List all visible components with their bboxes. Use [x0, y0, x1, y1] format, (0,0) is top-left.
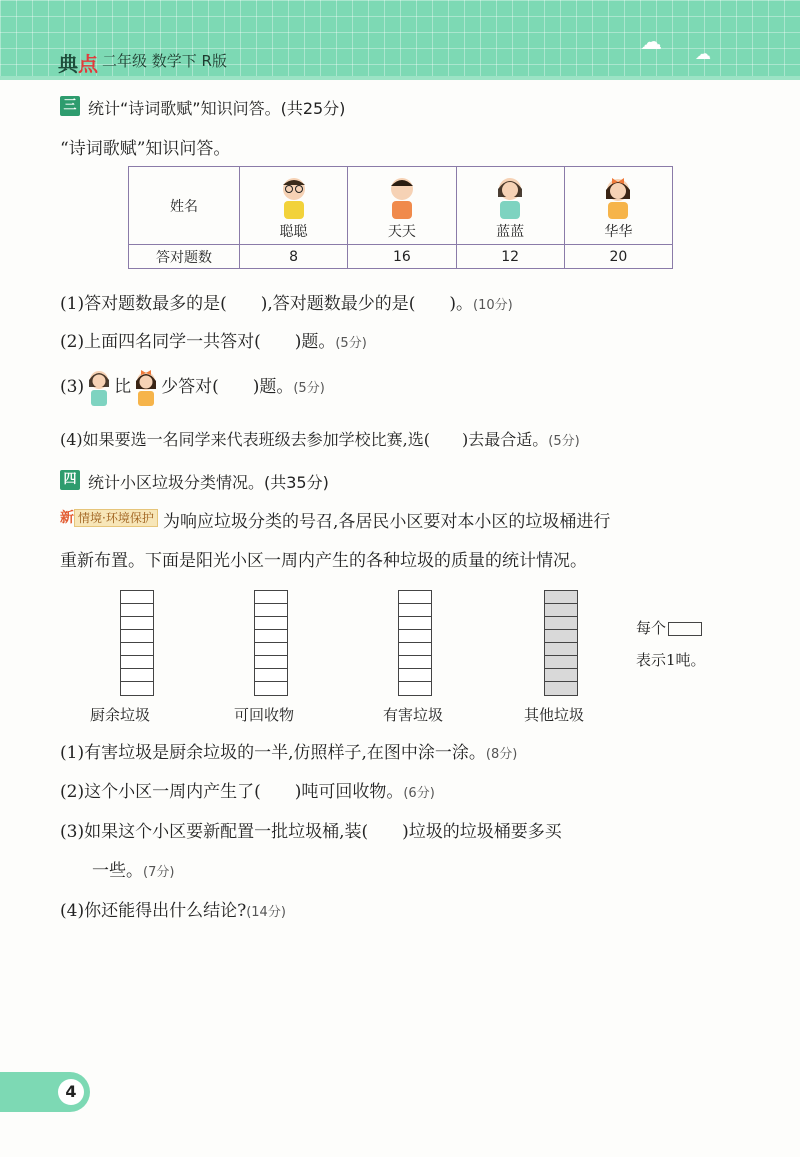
- section-badge-3: 三: [60, 96, 80, 116]
- points: (6分): [403, 786, 435, 801]
- legend-cell: [668, 622, 702, 636]
- points: (5分): [293, 381, 325, 396]
- bin-cell: [121, 604, 153, 617]
- girl-avatar: [84, 368, 114, 408]
- student-name: 蓝蓝: [496, 223, 525, 240]
- bin-cell: [121, 669, 153, 682]
- bin-cell: [255, 630, 287, 643]
- score-cell: 20: [564, 245, 672, 269]
- bin-cell: [121, 630, 153, 643]
- bin-cell: [545, 591, 577, 604]
- question-3-2: [60, 327, 367, 352]
- tag-text: 情境·环境保护: [74, 509, 158, 527]
- question-number: (3): [60, 377, 85, 397]
- question-4-2: [60, 777, 435, 802]
- question-text: 少答对( )题。: [161, 377, 294, 397]
- section-badge-4: 四: [60, 470, 80, 490]
- question-4-4: [60, 896, 286, 921]
- score-table: [128, 166, 673, 269]
- question-text: (4)如果要选一名同学来代表班级去参加学校比赛,选( )去最合适。: [60, 430, 549, 449]
- legend: [636, 617, 702, 638]
- bin-cell: [545, 682, 577, 695]
- bin-cell: [255, 591, 287, 604]
- bin-label: 可回收物: [234, 706, 295, 724]
- bin-cell: [545, 617, 577, 630]
- bin-1: [120, 590, 154, 696]
- bin-cell: [255, 604, 287, 617]
- question-4-3-line1: (3)如果这个小区要新配置一批垃圾桶,装( )垃圾的垃圾桶要多买: [60, 822, 562, 842]
- bin-cell: [121, 591, 153, 604]
- cloud-icon-small: ☁: [695, 44, 711, 63]
- bin-label: 其他垃圾: [524, 706, 585, 724]
- score-cell: 8: [240, 245, 348, 269]
- bin-label: 有害垃圾: [383, 706, 444, 724]
- name-header: 姓名: [129, 167, 240, 245]
- bin-cell: [545, 630, 577, 643]
- girl-bow-avatar: [131, 368, 161, 408]
- question-text: (1)有害垃圾是厨余垃圾的一半,仿照样子,在图中涂一涂。: [60, 743, 486, 763]
- question-4-1: [60, 738, 517, 763]
- context-tag: [60, 507, 158, 527]
- bin-cell: [545, 656, 577, 669]
- section-intro-4-line1: 为响应垃圾分类的号召,各居民小区要对本小区的垃圾桶进行: [163, 512, 611, 532]
- bin-cell: [399, 656, 431, 669]
- bin-cell: [255, 682, 287, 695]
- points: (14分): [246, 905, 286, 920]
- legend-text: 每个: [636, 619, 667, 637]
- bin-4: [544, 590, 578, 696]
- bin-label: 厨余垃圾: [90, 706, 151, 724]
- student-cell: [456, 167, 564, 245]
- student-cell: [240, 167, 348, 245]
- question-text: (1)答对题数最多的是( ),答对题数最少的是( )。: [60, 294, 474, 314]
- bin-cell: [399, 682, 431, 695]
- score-cell: 12: [456, 245, 564, 269]
- student-name: 聪聪: [279, 223, 308, 240]
- boy-glasses-avatar: [274, 175, 314, 221]
- bin-cell: [121, 617, 153, 630]
- cloud-icon: ☁: [640, 30, 662, 55]
- boy-avatar: [382, 175, 422, 221]
- bin-cell: [399, 643, 431, 656]
- bin-cell: [545, 669, 577, 682]
- points: (5分): [335, 336, 367, 351]
- question-text: (4)你还能得出什么结论?: [60, 901, 247, 921]
- student-name: 华华: [604, 223, 633, 240]
- points: (7分): [143, 865, 175, 880]
- brand-logo: 典点: [58, 52, 98, 76]
- bin-cell: [545, 604, 577, 617]
- bin-cell: [255, 617, 287, 630]
- question-text: (2)这个小区一周内产生了( )吨可回收物。: [60, 782, 404, 802]
- bin-cell: [545, 643, 577, 656]
- compare-word: 比: [114, 377, 132, 397]
- section-title-3: 统计“诗词歌赋”知识问答。(共25分): [88, 99, 346, 118]
- bin-cell: [255, 643, 287, 656]
- section-title-4: 统计小区垃圾分类情况。(共35分): [88, 473, 329, 492]
- bin-cell: [121, 656, 153, 669]
- bin-cell: [399, 630, 431, 643]
- question-text: 一些。: [92, 861, 143, 881]
- bin-cell: [121, 682, 153, 695]
- page-number: 4: [58, 1079, 84, 1105]
- question-text: (2)上面四名同学一共答对( )题。: [60, 332, 336, 352]
- points: (5分): [548, 434, 580, 449]
- bin-cell: [399, 669, 431, 682]
- points: (10分): [473, 298, 513, 313]
- header-stripe: [0, 76, 800, 80]
- girl-bow-avatar: [598, 175, 638, 221]
- bin-cell: [399, 604, 431, 617]
- bin-cell: [121, 643, 153, 656]
- points: (8分): [485, 747, 518, 762]
- question-4-3-line2: [92, 856, 174, 881]
- question-3-4: [60, 427, 580, 450]
- score-header: 答对题数: [129, 245, 240, 269]
- student-cell: [564, 167, 672, 245]
- girl-avatar: [490, 175, 530, 221]
- new-label: 新: [60, 510, 74, 526]
- question-3-1: [60, 289, 513, 314]
- bin-cell: [399, 591, 431, 604]
- section-intro-4-line2: 重新布置。下面是阳光小区一周内产生的各种垃圾的质量的统计情况。: [60, 551, 587, 571]
- student-cell: [348, 167, 456, 245]
- book-title: 二年级 数学下 R版: [102, 52, 227, 70]
- bin-cell: [255, 656, 287, 669]
- legend-unit: 表示1吨。: [636, 651, 706, 669]
- section-intro-3: “诗词歌赋”知识问答。: [60, 139, 231, 159]
- bin-2: [254, 590, 288, 696]
- bin-3: [398, 590, 432, 696]
- bin-cell: [399, 617, 431, 630]
- bin-cell: [255, 669, 287, 682]
- score-cell: 16: [348, 245, 456, 269]
- student-name: 天天: [387, 223, 416, 240]
- question-3-3: [60, 367, 325, 409]
